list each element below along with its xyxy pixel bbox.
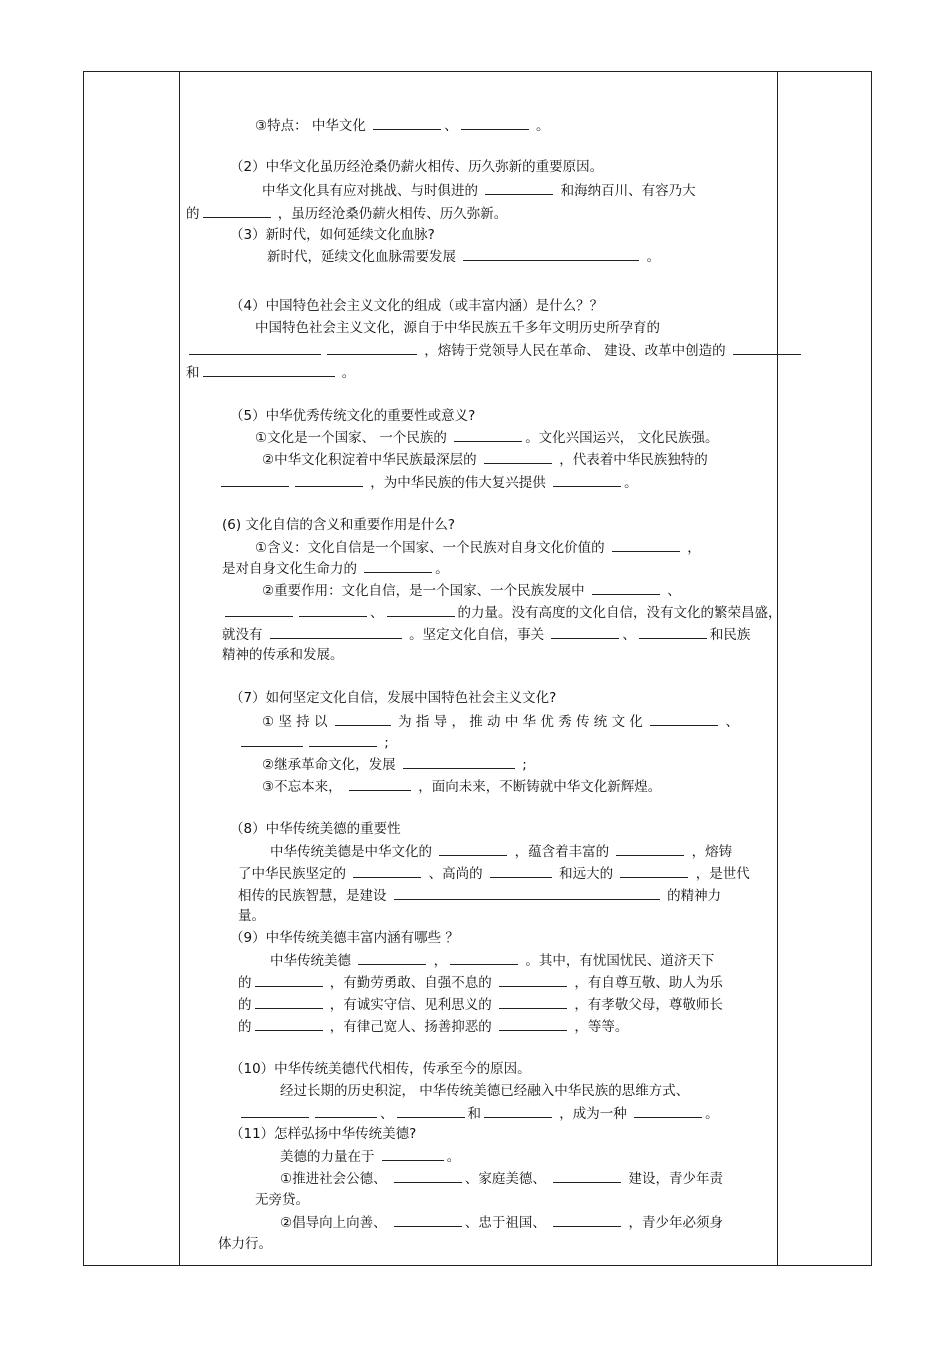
- line-text: 经过长期的历史积淀， 中华传统美德已经融入中华民族的思维方式、: [280, 1083, 690, 1099]
- fill-in-blank: [634, 1104, 702, 1118]
- worksheet-line: [255, 1191, 309, 1209]
- line-text: 中华文化具有应对挑战、与时俱进的: [262, 183, 483, 199]
- column-divider-right: [777, 71, 778, 1266]
- line-text: 。: [624, 475, 638, 491]
- fill-in-blank: [270, 625, 402, 639]
- fill-in-blank: [592, 581, 660, 595]
- line-text: （3）新时代，如何延续文化血脉?: [230, 227, 435, 243]
- line-text: ;: [517, 757, 527, 773]
- worksheet-line: [222, 516, 455, 534]
- fill-in-blank: [373, 116, 441, 130]
- worksheet-line: [186, 204, 507, 223]
- fill-in-blank: [397, 1104, 465, 1118]
- line-text: 和: [186, 365, 200, 381]
- fill-in-blank: [335, 712, 391, 726]
- worksheet-line: [238, 733, 389, 752]
- line-text: ①含义：文化自信是一个国家、一个民族对自身文化价值的: [255, 540, 609, 556]
- line-text: 、家庭美德、: [464, 1171, 551, 1187]
- fill-in-blank: [299, 603, 367, 617]
- line-text: 和远大的: [554, 866, 618, 882]
- line-text: ，: [682, 540, 701, 556]
- line-text: ②重要作用：文化自信，是一个国家、一个民族发展中: [262, 583, 589, 599]
- worksheet-line: [255, 319, 660, 337]
- fill-in-blank: [394, 886, 660, 900]
- fill-in-blank: [616, 842, 684, 856]
- fill-in-blank: [450, 951, 518, 965]
- line-text: 和: [467, 1106, 481, 1122]
- line-text: ②继承革命文化，发展: [262, 757, 400, 773]
- fill-in-blank: [551, 625, 619, 639]
- fill-in-blank: [499, 1017, 567, 1031]
- worksheet-line: [230, 689, 556, 707]
- line-text: （5）中华优秀传统文化的重要性或意义?: [230, 408, 476, 424]
- line-text: 和民族: [709, 627, 751, 643]
- line-text: 了中华民族坚定的: [238, 866, 351, 882]
- line-text: 、高尚的: [424, 866, 487, 882]
- line-text: 是对自身文化生命力的: [222, 561, 362, 577]
- fill-in-blank: [358, 951, 426, 965]
- line-text: 新时代，延续文化血脉需要发展: [267, 249, 461, 265]
- fill-in-blank: [327, 341, 417, 355]
- fill-in-blank: [315, 1104, 377, 1118]
- fill-in-blank: [650, 712, 718, 726]
- line-text: 中国特色社会主义文化，源自于中华民族五千多年文明历史所孕育的: [255, 320, 660, 336]
- fill-in-blank: [394, 1213, 462, 1227]
- fill-in-blank: [225, 603, 293, 617]
- line-text: 的: [238, 1019, 252, 1035]
- fill-in-blank: [203, 363, 335, 377]
- fill-in-blank: [553, 1213, 621, 1227]
- line-text: （8）中华传统美德的重要性: [230, 821, 401, 837]
- fill-in-blank: [255, 995, 323, 1009]
- line-text: ① 坚 持 以: [262, 714, 332, 730]
- worksheet-line: [218, 473, 638, 492]
- line-text: ①文化是一个国家、 一个民族的: [255, 430, 452, 446]
- fill-in-blank: [241, 733, 303, 747]
- worksheet-line: [238, 864, 750, 883]
- line-text: （4）中国特色社会主义文化的组成（或丰富内涵）是什么？？: [230, 298, 604, 314]
- worksheet-line: [255, 538, 701, 557]
- column-divider-left: [179, 71, 180, 1266]
- line-text: 、: [662, 583, 681, 599]
- worksheet-line: [230, 407, 475, 425]
- fill-in-blank: [189, 341, 321, 355]
- line-text: ③特点： 中华文化: [255, 118, 371, 134]
- worksheet-line: [262, 581, 681, 600]
- fill-in-blank: [387, 603, 455, 617]
- line-text: ，: [429, 953, 448, 969]
- line-text: ②中华文化积淀着中华民族最深层的: [262, 452, 481, 468]
- line-text: 无旁贷。: [255, 1192, 309, 1208]
- line-text: ，青少年必须身: [624, 1215, 723, 1231]
- line-text: 建设，青少年责: [624, 1171, 723, 1187]
- worksheet-line: [186, 341, 804, 360]
- fill-in-blank: [485, 181, 553, 195]
- worksheet-line: [270, 951, 714, 970]
- worksheet-line: [280, 1082, 689, 1100]
- worksheet-line: [280, 1169, 723, 1188]
- line-text: ，有自尊互敬、助人为乐: [570, 975, 723, 991]
- line-text: 中华传统美德是中华文化的: [270, 844, 437, 860]
- line-text: 美德的力量在于: [280, 1149, 379, 1165]
- worksheet-line: [238, 1104, 719, 1123]
- fill-in-blank: [484, 450, 552, 464]
- line-text: （7）如何坚定文化自信，发展中国特色社会主义文化?: [230, 690, 557, 706]
- line-text: 的: [238, 997, 252, 1013]
- line-text: 。文化兴国运兴， 文化民族强。: [525, 430, 719, 446]
- fill-in-blank: [309, 733, 377, 747]
- line-text: ，熔铸于党领导人民在革命、 建设、改革中创造的: [420, 343, 730, 359]
- line-text: 相传的民族智慧，是建设: [238, 888, 391, 904]
- fill-in-blank: [484, 1104, 552, 1118]
- line-text: （9）中华传统美德丰富内涵有哪些 ？: [230, 930, 459, 946]
- line-text: ②倡导向上向善、: [280, 1215, 391, 1231]
- line-text: ，成为一种: [555, 1106, 632, 1122]
- line-text: 体力行。: [218, 1236, 272, 1252]
- fill-in-blank: [454, 428, 522, 442]
- line-text: ①推进社会公德、: [280, 1171, 391, 1187]
- worksheet-line: [270, 842, 732, 861]
- fill-in-blank: [499, 995, 567, 1009]
- line-text: 。: [446, 1149, 461, 1165]
- fill-in-blank: [295, 473, 363, 487]
- line-text: （2）中华文化虽历经沧桑仍薪火相传、历久弥新的重要原因。: [230, 159, 604, 175]
- line-text: 。: [531, 118, 550, 134]
- worksheet-line: [186, 363, 355, 382]
- fill-in-blank: [439, 842, 507, 856]
- worksheet-line: [230, 820, 401, 838]
- worksheet-line: [238, 995, 723, 1014]
- line-text: 、: [370, 605, 384, 621]
- line-text: 精神的传承和发展。: [222, 647, 344, 663]
- line-text: ，虽历经沧桑仍薪火相传、历久弥新。: [273, 206, 508, 222]
- line-text: ，是世代: [691, 866, 750, 882]
- worksheet-line: [280, 1147, 460, 1166]
- worksheet-line: [230, 1060, 531, 1078]
- fill-in-blank: [553, 473, 621, 487]
- fill-in-blank: [241, 1104, 309, 1118]
- worksheet-line: [262, 712, 739, 731]
- fill-in-blank: [499, 973, 567, 987]
- line-text: ，等等。: [570, 1019, 629, 1035]
- line-text: 就没有: [222, 627, 267, 643]
- line-text: 。坚定文化自信，事关: [404, 627, 549, 643]
- line-text: （11）怎样弘扬中华传统美德?: [230, 1126, 417, 1142]
- line-text: ，有诚实守信、见利思义的: [325, 997, 497, 1013]
- worksheet-line: [255, 116, 549, 135]
- line-text: 和海纳百川、有容乃大: [556, 183, 696, 199]
- worksheet-line: [222, 603, 782, 622]
- worksheet-line: [262, 450, 708, 469]
- fill-in-blank: [382, 1147, 444, 1161]
- worksheet-line: [255, 428, 718, 447]
- worksheet-line: [238, 886, 721, 905]
- line-text: 、: [721, 714, 739, 730]
- line-text: 。: [705, 1106, 719, 1122]
- fill-in-blank: [461, 116, 529, 130]
- line-text: （10）中华传统美德代代相传，传承至今的原因。: [230, 1061, 531, 1077]
- worksheet-line: [262, 181, 696, 200]
- worksheet-line: [218, 1235, 272, 1253]
- fill-in-blank: [255, 973, 323, 987]
- line-text: 中华传统美德: [270, 953, 356, 969]
- fill-in-blank: [733, 341, 801, 355]
- line-text: ，为中华民族的伟大复兴提供: [366, 475, 551, 491]
- line-text: 的力量。没有高度的文化自信，没有文化的繁荣昌盛，: [457, 605, 782, 621]
- worksheet-line: [238, 973, 723, 992]
- fill-in-blank: [612, 538, 680, 552]
- fill-in-blank: [255, 1017, 323, 1031]
- fill-in-blank: [349, 777, 411, 791]
- worksheet-line: [280, 1213, 723, 1232]
- line-text: ，面向未来，不断铸就中华文化新辉煌。: [413, 779, 662, 795]
- fill-in-blank: [490, 864, 552, 878]
- line-text: 、: [380, 1106, 394, 1122]
- line-text: 。: [435, 561, 449, 577]
- line-text: 、忠于祖国、: [464, 1215, 551, 1231]
- fill-in-blank: [353, 864, 421, 878]
- worksheet-line: [267, 247, 660, 266]
- line-text: (6) 文化自信的含义和重要作用是什么?: [222, 517, 456, 533]
- line-text: 的: [186, 206, 200, 222]
- worksheet-line: [222, 559, 449, 578]
- fill-in-blank: [403, 755, 515, 769]
- line-text: 。: [642, 249, 661, 265]
- worksheet-line: [262, 777, 661, 796]
- line-text: 量。: [238, 908, 265, 924]
- worksheet-line: [262, 755, 527, 774]
- line-text: 的: [238, 975, 252, 991]
- worksheet-line: [230, 1125, 416, 1143]
- fill-in-blank: [203, 204, 271, 218]
- line-text: ;: [380, 735, 389, 751]
- worksheet-line: [230, 226, 435, 244]
- worksheet-line: [222, 646, 344, 664]
- line-text: ，有孝敬父母，尊敬师长: [570, 997, 723, 1013]
- line-text: ，有勤劳勇敢、自强不息的: [325, 975, 497, 991]
- line-text: ，有律己宽人、扬善抑恶的: [325, 1019, 497, 1035]
- line-text: 。其中，有忧国忧民、道济天下: [521, 953, 715, 969]
- fill-in-blank: [364, 559, 432, 573]
- line-text: ，熔铸: [687, 844, 733, 860]
- fill-in-blank: [620, 864, 688, 878]
- line-text: ③不忘本来，: [262, 779, 346, 795]
- worksheet-line: [230, 158, 603, 176]
- line-text: 的精神力: [662, 888, 722, 904]
- worksheet-line: [230, 297, 603, 315]
- fill-in-blank: [553, 1169, 621, 1183]
- fill-in-blank: [463, 247, 639, 261]
- worksheet-line: [230, 929, 459, 947]
- fill-in-blank: [221, 473, 289, 487]
- line-text: 、: [622, 627, 636, 643]
- worksheet-line: [238, 907, 265, 925]
- line-text: 为 指 导 ， 推 动 中 华 优 秀 传 统 文 化: [393, 714, 648, 730]
- fill-in-blank: [639, 625, 707, 639]
- line-text: 、: [444, 118, 458, 134]
- line-text: ，代表着中华民族独特的: [554, 452, 708, 468]
- line-text: 。: [337, 365, 356, 381]
- fill-in-blank: [394, 1169, 462, 1183]
- line-text: ，蕴含着丰富的: [510, 844, 614, 860]
- worksheet-line: [222, 625, 750, 644]
- worksheet-line: [238, 1017, 628, 1036]
